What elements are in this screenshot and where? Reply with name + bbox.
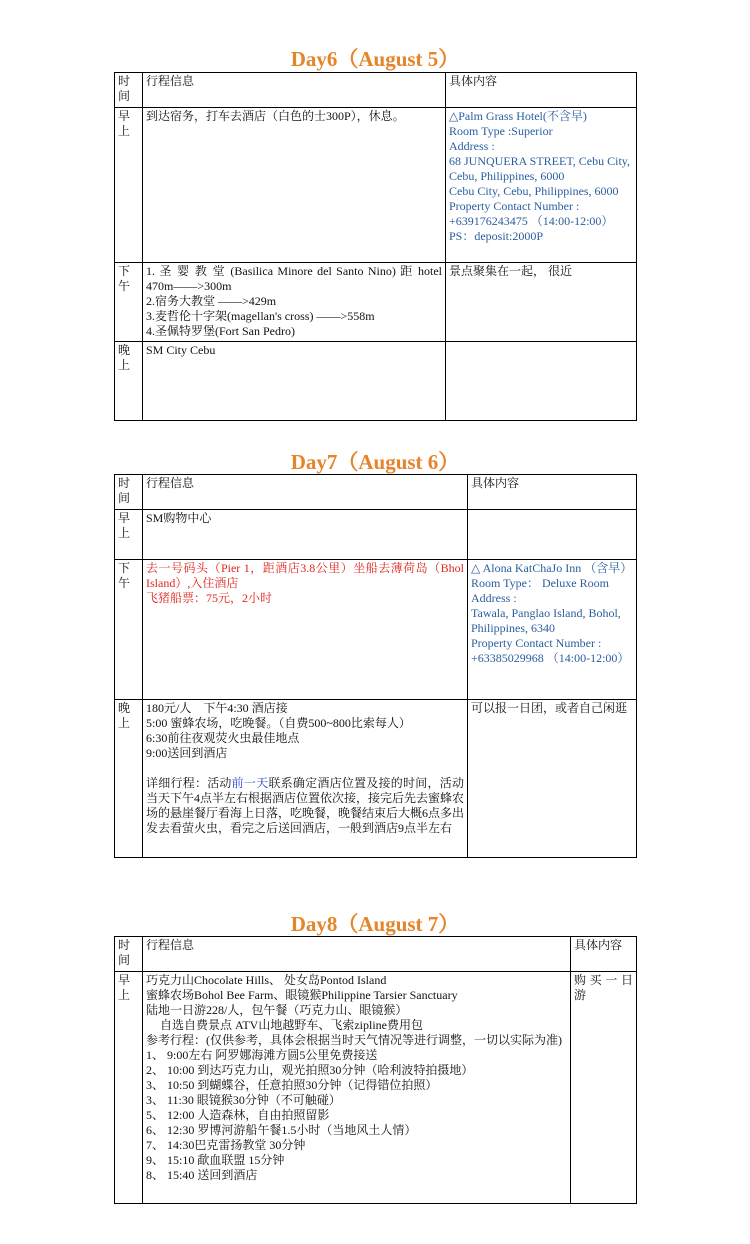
day7-afternoon-red2: 飞猪船票：75元，2小时	[146, 591, 273, 605]
day8-morning-time: 早上	[115, 972, 143, 1204]
day8-table	[114, 936, 637, 1204]
day7-contact-label: Property Contact Number :	[471, 636, 602, 650]
day7-evening-detail	[146, 776, 464, 836]
day8-step: 6、 12:30 罗博河游船午餐1.5小时（当地风土人情）	[146, 1123, 417, 1137]
day6-ps: PS：deposit:2000P	[449, 229, 544, 243]
day6-morning-hotel	[446, 108, 637, 263]
day8-title: Day8（August 7）	[290, 912, 460, 936]
day7-evening-info	[143, 700, 468, 858]
day6-morning-info: 到达宿务，打车去酒店（白色的士300P），休息。	[143, 108, 446, 263]
day6-evening-detail	[446, 342, 637, 421]
day8-header-info: 行程信息	[143, 937, 571, 972]
day6-table	[114, 72, 637, 421]
day6-afternoon-info	[143, 263, 446, 342]
day6-header-detail: 具体内容	[446, 73, 637, 108]
day7-table	[114, 474, 637, 858]
day8-morning-detail: 购 买 一 日游	[571, 972, 637, 1204]
day8-header-detail: 具体内容	[571, 937, 637, 972]
day6-header-info: 行程信息	[143, 73, 446, 108]
day7-detail-post: 联系确定酒店位置及接的时间，活动当天下午4点半左右根据酒店位置依次接，接完后先去蜜蜂农场的悬崖餐厅看海上日落，吃晚餐，晚餐结束后大概6点多出发去看萤火虫，看完之后送回酒店，一般到酒店9点半左右	[146, 776, 465, 835]
day8-header-time: 时间	[115, 937, 143, 972]
day7-evening-line3: 6:30前往夜观荧火虫最佳地点	[146, 731, 300, 745]
day8-step: 8、 15:40 送回到酒店	[146, 1168, 258, 1182]
day8-morning-line3: 陆地一日游228/人，包午餐（巧克力山、眼镜猴）	[146, 1003, 408, 1017]
day7-morning-detail	[468, 510, 637, 560]
day6-address-line3: Cebu City, Cebu, Philippines, 6000	[449, 184, 619, 198]
day7-hotel-name: △ Alona KatChaJo Inn （含早）	[471, 561, 633, 575]
day6-morning-time: 早上	[115, 108, 143, 263]
day6-afternoon-line2: 2.宿务大教堂 ——>429m	[146, 294, 277, 308]
day8-step: 3、 10:50 到蝴蝶谷，任意拍照30分钟（记得错位拍照）	[146, 1078, 438, 1092]
day8-morning-line2: 蜜蜂农场Bohol Bee Farm、眼镜猴Philippine Tarsier Sanctuary	[146, 988, 458, 1002]
day7-evening-time: 晚上	[115, 700, 143, 858]
day6-title: Day6（August 5）	[290, 47, 460, 71]
day7-address: Tawala, Panglao Island, Bohol, Philippines, 6340	[471, 606, 621, 635]
day7-evening-right: 可以报一日团，或者自己闲逛	[468, 700, 637, 858]
day8-step: 9、 15:10 歃血联盟 15分钟	[146, 1153, 285, 1167]
day8-morning-line1: 巧克力山Chocolate Hills、 处女岛Pontod Island	[146, 973, 387, 987]
day7-room-type: Room Type： Deluxe Room	[471, 576, 609, 590]
day7-afternoon-hotel	[468, 560, 637, 700]
day6-contact-label: Property Contact Number :	[449, 199, 580, 213]
day7-evening-line4: 9:00送回到酒店	[146, 746, 228, 760]
day6-afternoon-line4: 4.圣佩特罗堡(Fort San Pedro)	[146, 324, 295, 338]
day8-morning-line4: 自选自费景点 ATV山地越野车、飞索zipline费用包	[160, 1018, 423, 1032]
day7-afternoon-info	[143, 560, 468, 700]
day6-header-time: 时间	[115, 73, 143, 108]
day7-detail-link[interactable]: 前一天	[231, 776, 269, 790]
day6-room-type: Room Type :Superior	[449, 124, 553, 138]
day7-header-info: 行程信息	[143, 475, 468, 510]
day7-morning-info: SM购物中心	[143, 510, 468, 560]
day6-address-label: Address :	[449, 139, 495, 153]
day7-afternoon-time: 下午	[115, 560, 143, 700]
day8-morning-info	[143, 972, 571, 1204]
day7-title: Day7（August 6）	[290, 450, 460, 474]
day8-step: 2、 10:00 到达巧克力山，观光拍照30分钟（哈利波特拍摄地）	[146, 1063, 474, 1077]
day7-evening-line2: 5:00 蜜蜂农场，吃晚餐。（自费500~800比索每人）	[146, 716, 411, 730]
day7-header-time: 时间	[115, 475, 143, 510]
day6-afternoon-line1: 1. 圣 婴 教 堂 (Basilica Minore del Santo Nino) 距 hotel 470m——>300m	[146, 264, 442, 293]
day8-morning-line5: 参考行程：(仅供参考，具体会根据当时天气情况等进行调整，一切以实际为准)	[146, 1033, 562, 1047]
day7-address-label: Address :	[471, 591, 517, 605]
day7-afternoon-red1: 去一号码头（Pier 1，距酒店3.8公里）坐船去薄荷岛（Bhol Island）,入住酒店	[146, 561, 464, 590]
day6-address-line2: Cebu, Philippines, 6000	[449, 169, 565, 183]
day8-step: 5、 12:00 人造森林，自由拍照留影	[146, 1108, 330, 1122]
day8-step: 1、 9:00左右 阿罗娜海滩方圆5公里免费接送	[146, 1048, 378, 1062]
day7-morning-time: 早上	[115, 510, 143, 560]
day7-header-detail: 具体内容	[468, 475, 637, 510]
day6-afternoon-line3: 3.麦哲伦十字架(magellan's cross) ——>558m	[146, 309, 375, 323]
day6-afternoon-time: 下午	[115, 263, 143, 342]
day7-detail-pre: 详细行程：活动	[146, 776, 232, 790]
day6-evening-time: 晚上	[115, 342, 143, 421]
day8-step: 3、 11:30 眼镜猴30分钟（不可触碰）	[146, 1093, 341, 1107]
day6-hotel-name: △Palm Grass Hotel(不含早)	[449, 109, 587, 123]
day6-contact: +639176243475 （14:00-12:00）	[449, 214, 614, 228]
day7-contact: +63385029968 （14:00-12:00）	[471, 651, 630, 665]
day7-evening-line1: 180元/人 下午4:30 酒店接	[146, 701, 288, 715]
day8-step: 7、 14:30巴克雷扬教堂 30分钟	[146, 1138, 306, 1152]
day6-address-line1: 68 JUNQUERA STREET, Cebu City,	[449, 154, 631, 168]
day6-afternoon-detail: 景点聚集在一起， 很近	[446, 263, 637, 342]
day6-evening-info: SM City Cebu	[143, 342, 446, 421]
